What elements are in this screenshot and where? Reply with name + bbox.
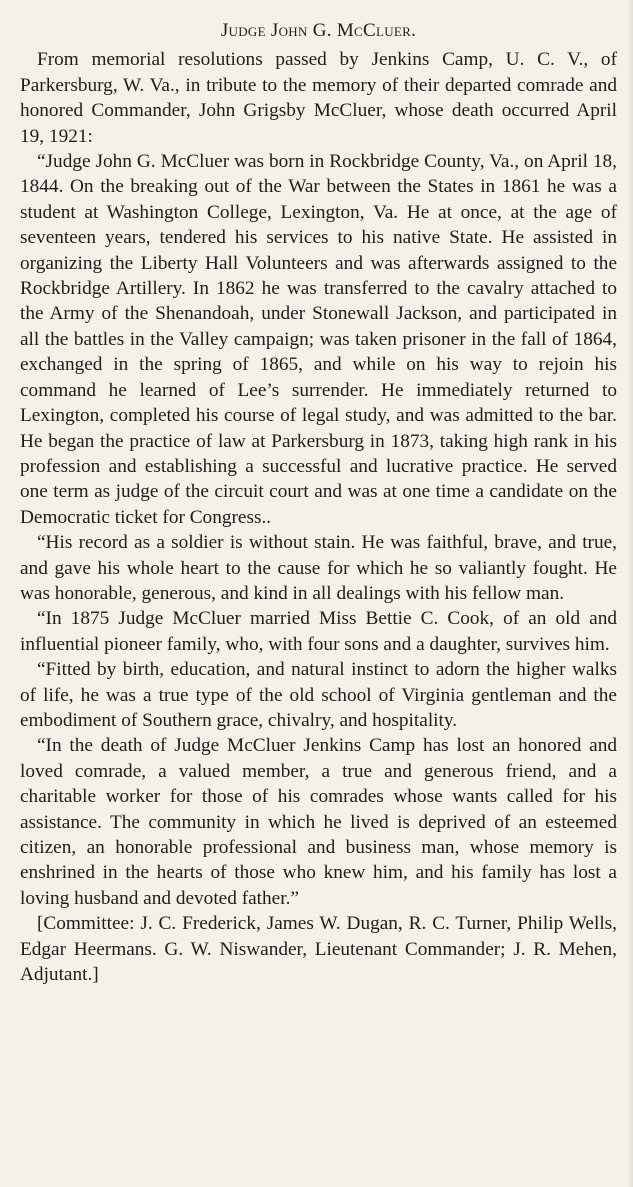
page-edge-shadow — [627, 0, 633, 1187]
marriage-paragraph: “In 1875 Judge McCluer married Miss Bettie C. Cook, of an old and influential pioneer family, who, with four sons and a daughter, survives him. — [20, 608, 617, 655]
character-paragraph: “Fitted by birth, education, and natural instinct to adorn the higher walks of life, he was a true type of the old school of Virginia gentleman and the embodiment of Southern grace, chivalry, and hospitality. — [20, 659, 617, 731]
article-title: Judge John G. McCluer. — [220, 20, 417, 41]
committee-paragraph: [Committee: J. C. Frederick, James W. Dugan, R. C. Turner, Philip Wells, Edgar Heermans. G. W. Niswander, Lieutenant Commander; J. R. Mehen, Adjutant.] — [20, 913, 617, 986]
soldier-record-paragraph: “His record as a soldier is without stain. He was faithful, brave, and true, and gave his whole heart to the cause for which he so valiantly fought. He was honorable, generous, and kind in all dealings with his fellow man. — [20, 532, 617, 604]
intro-paragraph: From memorial resolutions passed by Jenkins Camp, U. C. V., of Parkersburg, W. Va., in tribute to the memory of their departed comrade and honored Commander, John Grigsby McCluer, whose death occurred April 19, 1921: — [20, 49, 617, 147]
biography-paragraph: “Judge John G. McCluer was born in Rockbridge County, Va., on April 18, 1844. On the breaking out of the War between the States in 1861 he was a student at Washington College, Lexington, Va. He at once, at the age of seventeen years, tendered his services to his native State. He assisted in organizing the Liberty Hall Volunteers and was afterwards assigned to the Rockbridge Artillery. In 1862 he was transferred to the cavalry attached to the Army of the Shenandoah, under Stonewall Jackson, and participated in all the battles in the Valley campaign; was taken prisoner in the fall of 1864, exchanged in the spring of 1865, and while on his way to rejoin his command he learned of Lee’s surrender. He immediately returned to Lexington, completed his course of legal study, and was admitted to the bar. He began the practice of law at Parkersburg in 1873, taking high rank in his profession and establishing a successful and lucrative practice. He served one term as judge of the circuit court and was at one time a candidate on the Democratic ticket for Congress.. — [20, 151, 617, 528]
document-page — [20, 14, 617, 987]
loss-paragraph: “In the death of Judge McCluer Jenkins Camp has lost an honored and loved comrade, a valued member, a true and generous friend, and a charitable worker for those of his comrades whose wants called for his assistance. The community in which he lived is deprived of an esteemed citizen, an honorable professional and business man, whose memory is enshrined in the hearts of those who knew him, and his family has lost a loving husband and devoted father.” — [20, 735, 617, 909]
